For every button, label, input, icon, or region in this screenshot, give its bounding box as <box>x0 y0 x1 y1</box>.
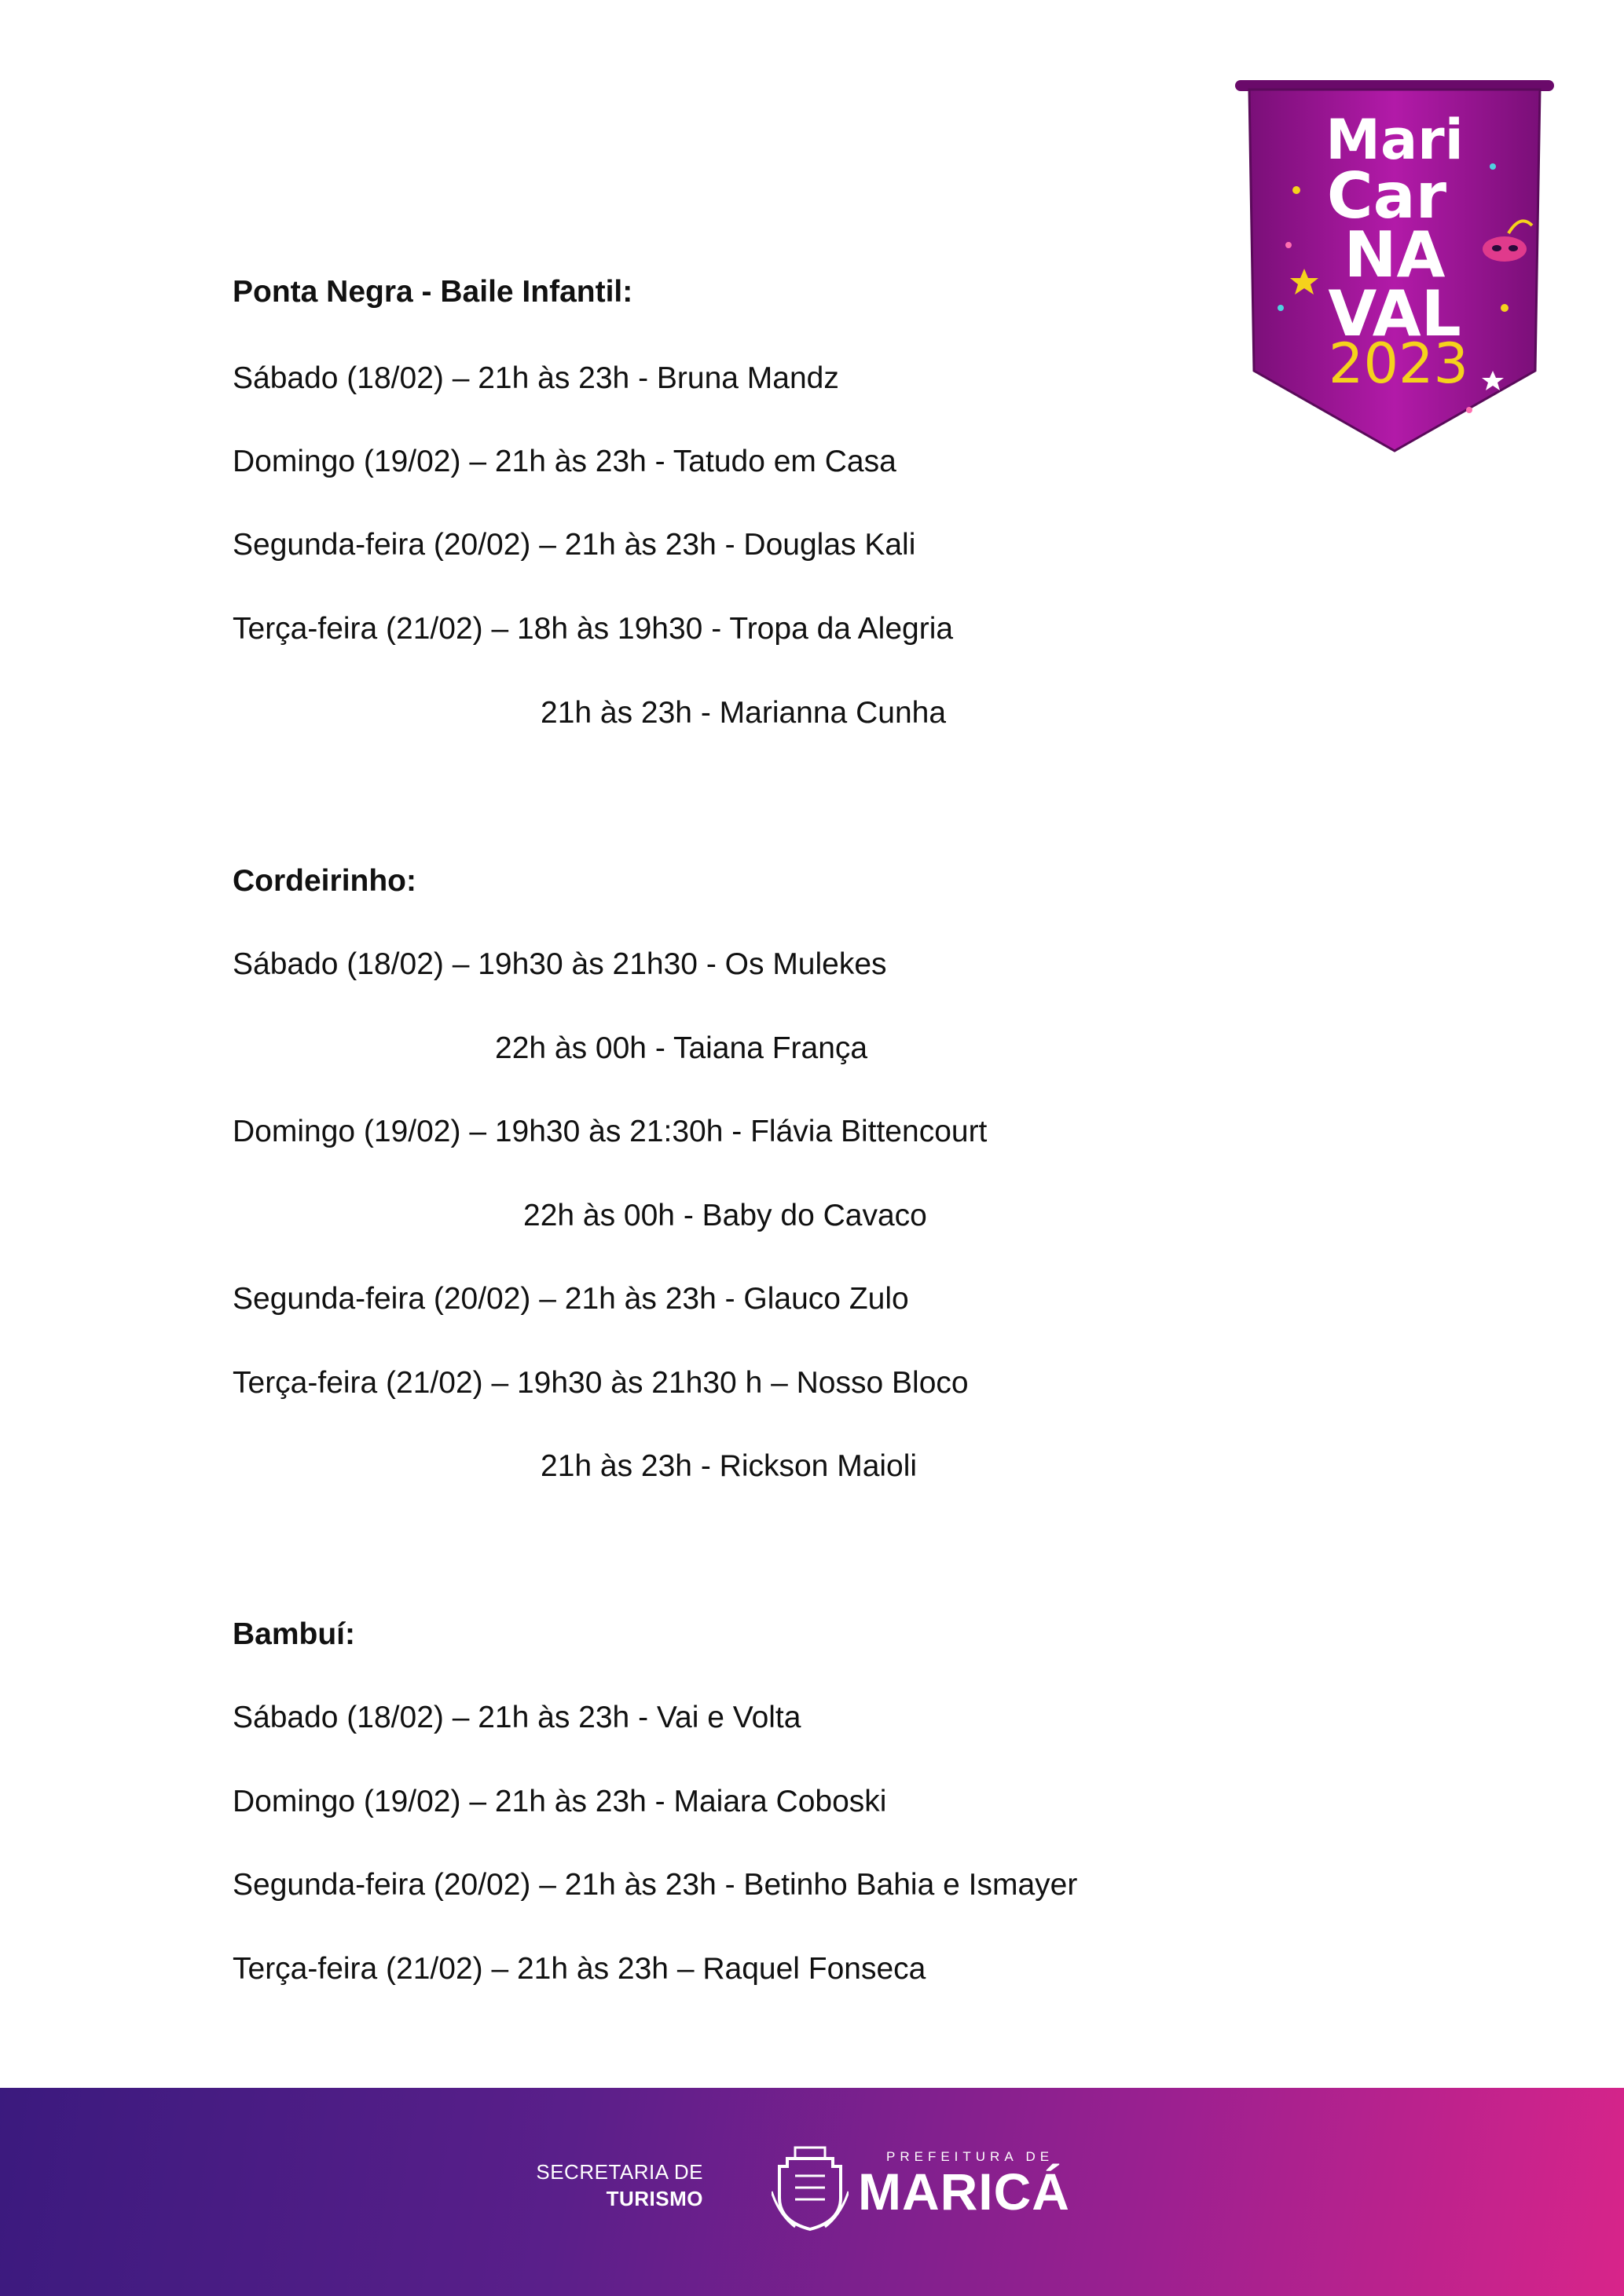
schedule-line: Terça-feira (21/02) – 21h às 23h – Raquel Fonseca <box>233 1952 926 1986</box>
schedule-line: Segunda-feira (20/02) – 21h às 23h - Betinho Bahia e Ismayer <box>233 1868 1078 1902</box>
schedule-line: 21h às 23h - Rickson Maioli <box>541 1449 918 1483</box>
schedule-line: 22h às 00h - Baby do Cavaco <box>523 1199 927 1232</box>
maricarnaval-logo <box>1234 72 1556 457</box>
schedule-line: Terça-feira (21/02) – 18h às 19h30 - Tropa da Alegria <box>233 612 954 646</box>
schedule-line: Segunda-feira (20/02) – 21h às 23h - Douglas Kali <box>233 528 916 562</box>
section-title-bambui: Bambuí: <box>233 1617 355 1651</box>
logo-year: 2023 <box>1328 331 1469 396</box>
schedule-line: Domingo (19/02) – 21h às 23h - Tatudo em Casa <box>233 445 896 478</box>
logo-line-4: VAL <box>1328 277 1461 350</box>
logo-line-2: Car <box>1326 159 1447 233</box>
municipal-crest-icon <box>772 2144 849 2232</box>
prefeitura-label: PREFEITURA DE <box>886 2149 1054 2164</box>
logo-line-1: Mari <box>1325 108 1464 172</box>
schedule-line: Terça-feira (21/02) – 19h30 às 21h30 h – Nosso Bloco <box>233 1366 969 1400</box>
footer-band <box>0 2088 1624 2296</box>
logo-line-3: NA <box>1344 218 1446 291</box>
schedule-line: Segunda-feira (20/02) – 21h às 23h - Glauco Zulo <box>233 1282 909 1316</box>
schedule-line: 22h às 00h - Taiana França <box>495 1031 868 1065</box>
section-title-cordeirinho: Cordeirinho: <box>233 864 416 898</box>
schedule-line: Sábado (18/02) – 21h às 23h - Bruna Mandz <box>233 361 839 395</box>
marica-label: MARICÁ <box>858 2162 1070 2221</box>
turismo-label: TURISMO <box>606 2187 703 2210</box>
schedule-line: Sábado (18/02) – 21h às 23h - Vai e Volta <box>233 1701 801 1734</box>
section-title-ponta-negra: Ponta Negra - Baile Infantil: <box>233 275 633 309</box>
schedule-line: Domingo (19/02) – 19h30 às 21:30h - Flávia Bittencourt <box>233 1115 988 1148</box>
schedule-line: Sábado (18/02) – 19h30 às 21h30 - Os Mulekes <box>233 947 887 981</box>
schedule-line: Domingo (19/02) – 21h às 23h - Maiara Coboski <box>233 1785 887 1818</box>
secretaria-label: SECRETARIA DE <box>536 2160 703 2184</box>
schedule-line: 21h às 23h - Marianna Cunha <box>541 696 947 730</box>
